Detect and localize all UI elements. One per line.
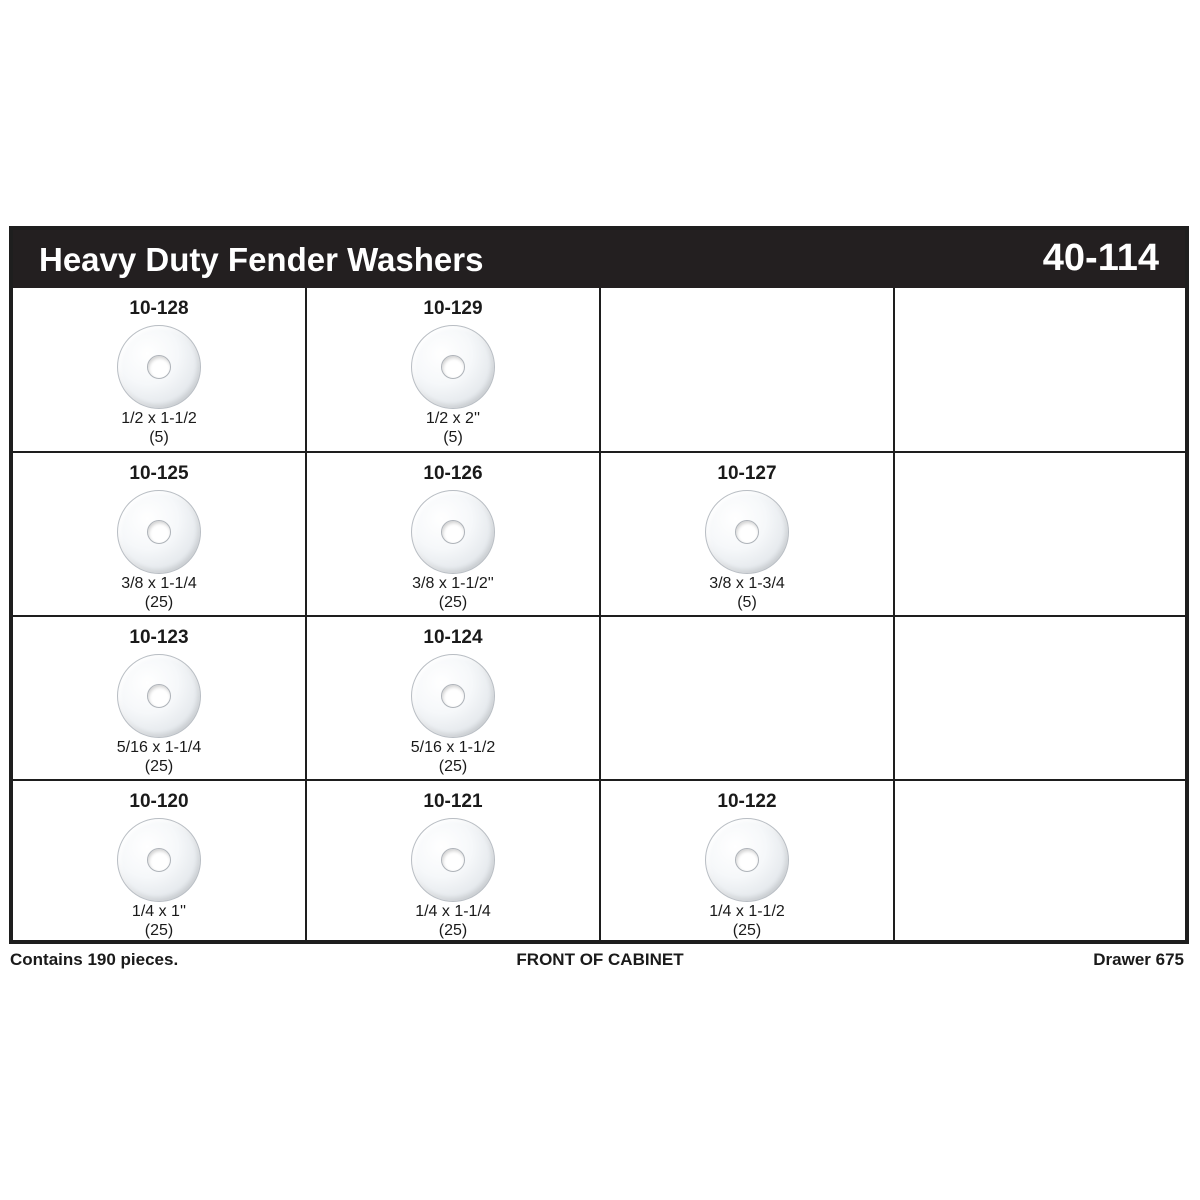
washer-size: 5/16 x 1-1/2	[410, 739, 496, 756]
compartment	[601, 781, 895, 940]
washer-size: 3/8 x 1-1/4	[121, 575, 197, 592]
cabinet-orientation: FRONT OF CABINET	[516, 950, 684, 969]
part-number: 10-120	[129, 791, 189, 812]
washer-hole	[147, 684, 171, 708]
washer-icon	[705, 818, 789, 902]
part-number: 10-128	[129, 298, 189, 319]
washer-icon	[411, 654, 495, 738]
washer-quantity: (25)	[144, 922, 174, 939]
compartment	[13, 617, 307, 781]
washer-quantity: (25)	[144, 758, 174, 775]
page-title: Heavy Duty Fender Washers	[39, 241, 484, 278]
washer-quantity: (25)	[438, 758, 468, 775]
washer-hole	[147, 848, 171, 872]
header-bar	[13, 230, 1185, 288]
compartment	[307, 288, 601, 453]
washer-quantity: (25)	[438, 594, 468, 611]
washer-icon	[117, 490, 201, 574]
part-number: 10-125	[129, 463, 189, 484]
part-number: 10-127	[717, 463, 777, 484]
washer-quantity: (5)	[149, 429, 169, 446]
compartment-empty	[895, 781, 1185, 940]
washer-icon	[411, 325, 495, 409]
part-number: 10-123	[129, 627, 189, 648]
piece-count: Contains 190 pieces.	[10, 950, 179, 969]
washer-size: 3/8 x 1-1/2''	[412, 575, 494, 592]
washer-quantity: (5)	[443, 429, 463, 446]
washer-size: 1/2 x 1-1/2	[121, 410, 197, 427]
compartment	[307, 617, 601, 781]
compartment-empty	[601, 617, 895, 781]
compartment-grid	[13, 288, 1185, 940]
washer-hole	[147, 355, 171, 379]
washer-icon	[411, 818, 495, 902]
compartment	[13, 781, 307, 940]
washer-icon	[411, 490, 495, 574]
washer-icon	[705, 490, 789, 574]
part-number: 10-122	[717, 791, 777, 812]
compartment	[307, 781, 601, 940]
washer-size: 1/4 x 1-1/4	[415, 903, 491, 920]
washer-icon	[117, 654, 201, 738]
washer-hole	[735, 848, 759, 872]
washer-quantity: (25)	[438, 922, 468, 939]
washer-hole	[441, 684, 465, 708]
washer-size: 1/2 x 2''	[425, 410, 481, 427]
compartment-empty	[895, 453, 1185, 617]
washer-icon	[117, 818, 201, 902]
washer-hole	[441, 848, 465, 872]
washer-size: 1/4 x 1-1/2	[709, 903, 785, 920]
washer-quantity: (25)	[144, 594, 174, 611]
part-number: 10-129	[423, 298, 483, 319]
compartment	[13, 288, 307, 453]
compartment-empty	[601, 288, 895, 453]
compartment-empty	[895, 617, 1185, 781]
part-number: 10-126	[423, 463, 483, 484]
kit-number: 40-114	[1042, 237, 1159, 279]
washer-size: 3/8 x 1-3/4	[709, 575, 785, 592]
washer-hole	[441, 355, 465, 379]
washer-icon	[117, 325, 201, 409]
compartment	[13, 453, 307, 617]
washer-quantity: (5)	[737, 594, 757, 611]
washer-size: 5/16 x 1-1/4	[116, 739, 202, 756]
washer-size: 1/4 x 1''	[131, 903, 187, 920]
part-number: 10-124	[423, 627, 483, 648]
washer-quantity: (25)	[732, 922, 762, 939]
compartment-empty	[895, 288, 1185, 453]
washer-hole	[147, 520, 171, 544]
washer-hole	[441, 520, 465, 544]
drawer-number: Drawer 675	[1093, 950, 1184, 969]
compartment	[601, 453, 895, 617]
compartment	[307, 453, 601, 617]
washer-hole	[735, 520, 759, 544]
part-number: 10-121	[423, 791, 483, 812]
drawer-label-card	[9, 226, 1189, 944]
